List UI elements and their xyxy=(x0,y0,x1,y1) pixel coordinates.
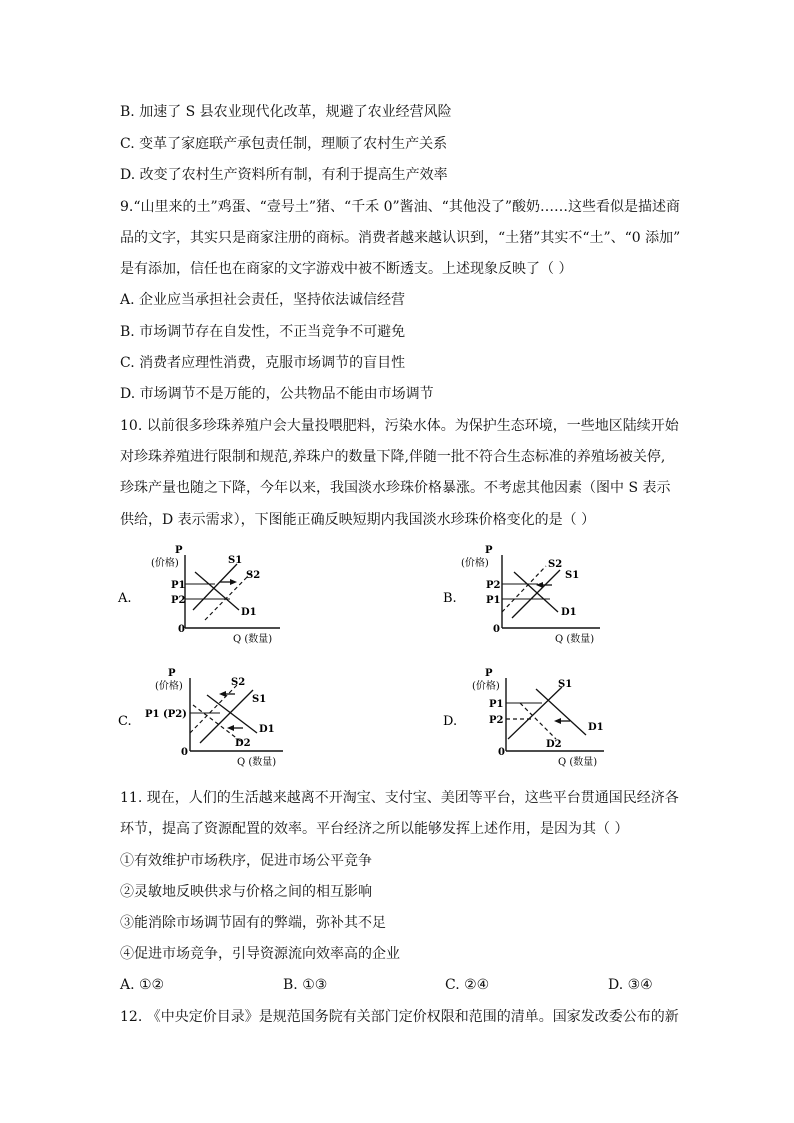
q10-stem-line4: 供给，D 表示需求），下图能正确反映短期内我国淡水珍珠价格变化的是（ ） xyxy=(120,512,596,528)
graph-d-price-label: (价格) xyxy=(472,681,500,692)
graph-b-letter: B. xyxy=(443,591,457,606)
q9-stem-line3: 是有添加，信任也在商家的文字游戏中被不断透支。上述现象反映了（ ） xyxy=(120,261,573,277)
graph-d-s1-line xyxy=(508,687,562,739)
graph-c-origin: 0 xyxy=(181,747,188,758)
graph-b-origin: 0 xyxy=(493,624,500,635)
graph-a-letter: A. xyxy=(118,591,132,606)
graph-c-s-arrowhead xyxy=(219,691,226,697)
graph-a-origin: 0 xyxy=(178,624,185,635)
q11-item-4: ④促进市场竞争，引导资源流向效率高的企业 xyxy=(120,946,400,962)
graph-d-q-label: Q (数量) xyxy=(558,757,598,768)
q9-option-c: C. 消费者应理性消费，克服市场调节的盲目性 xyxy=(120,355,406,371)
graph-d-d2-label: D2 xyxy=(546,739,562,750)
graph-b-d1-label: D1 xyxy=(561,607,577,618)
graph-d-d2-line xyxy=(520,703,556,739)
graph-a-p-label: P xyxy=(175,545,183,556)
graph-b-price-label: (价格) xyxy=(461,558,489,569)
q11-stem-line1: 11. 现在，人们的生活越来越离不开淘宝、支付宝、美团等平台，这些平台贯通国民经济各 xyxy=(120,790,679,806)
q9-stem-line2: 品的文字，其实只是商家注册的商标。消费者越来越认识到，“土猪”其实不“土”、“0 添加” xyxy=(120,230,681,246)
q11-option-c: C. ②④ xyxy=(445,977,490,993)
q9-stem-line1: 9.“山里来的土”鸡蛋、“壹号土”猪、“千禾 0”酱油、“其他没了”酸奶……这些看似是描述商 xyxy=(120,199,680,215)
q12-stem-line1: 12. 《中央定价目录》是规范国务院有关部门定价权限和范围的清单。国家发改委公布的新 xyxy=(120,1009,679,1025)
graph-d-arrowhead xyxy=(554,718,561,724)
graph-d xyxy=(440,665,640,770)
graph-d-letter: D. xyxy=(443,714,458,729)
graph-a-price-label: (价格) xyxy=(151,558,179,569)
graph-c-d2-label: D2 xyxy=(235,738,251,749)
q9-option-d: D. 市场调节不是万能的，公共物品不能由市场调节 xyxy=(120,386,434,402)
q11-option-d: D. ③④ xyxy=(608,977,653,993)
q11-item-2: ②灵敏地反映供求与价格之间的相互影响 xyxy=(120,884,372,900)
graph-b xyxy=(440,540,640,645)
graph-d-d1-line xyxy=(536,689,586,735)
graph-a-y1-label: P1 xyxy=(171,580,186,591)
q10-stem-line2: 对珍珠养殖进行限制和规范,养珠户的数量下降,伴随一批不符合生态标准的养殖场被关停, xyxy=(120,449,666,465)
graph-c-q-label: Q (数量) xyxy=(237,757,277,768)
graph-b-s1-label: S1 xyxy=(565,570,580,581)
graph-c-s2-label: S2 xyxy=(231,677,246,688)
q9-option-a: A. 企业应当承担社会责任，坚持依法诚信经营 xyxy=(120,292,406,308)
graph-c-price-label: (价格) xyxy=(155,681,183,692)
q10-stem-line3: 珍珠产量也随之下降，今年以来，我国淡水珍珠价格暴涨。不考虑其他因素（图中 S 表示 xyxy=(120,480,671,496)
graph-b-s2-label: S2 xyxy=(548,559,563,570)
graph-b-p-label: P xyxy=(485,545,493,556)
graph-c-s2-line xyxy=(190,685,237,733)
graph-c xyxy=(115,665,315,770)
q8-option-c: C. 变革了家庭联产承包责任制，理顺了农村生产关系 xyxy=(120,136,448,152)
q11-item-3: ③能消除市场调节固有的弊端，弥补其不足 xyxy=(120,915,386,931)
graph-d-y1-label: P1 xyxy=(489,699,504,710)
q11-item-1: ①有效维护市场秩序，促进市场公平竞争 xyxy=(120,853,372,869)
q10-stem-line1: 10. 以前很多珍珠养殖户会大量投喂肥料，污染水体。为保护生态环境，一些地区陆续开始 xyxy=(120,418,679,434)
graph-b-y2-label: P1 xyxy=(486,595,501,606)
q11-stem-line2: 环节，提高了资源配置的效率。平台经济之所以能够发挥上述作用，是因为其（ ） xyxy=(120,821,629,837)
graph-a-s2-label: S2 xyxy=(246,570,261,581)
graph-c-d-arrowhead xyxy=(227,725,234,731)
graph-d-origin: 0 xyxy=(498,747,505,758)
graph-d-d1-label: D1 xyxy=(588,722,604,733)
graph-c-p-label: P xyxy=(168,668,176,679)
graph-b-q-label: Q (数量) xyxy=(555,634,595,645)
graph-c-s1-line xyxy=(200,690,253,743)
q11-option-b: B. ①③ xyxy=(283,977,328,993)
graph-c-d1-label: D1 xyxy=(259,724,275,735)
graph-c-letter: C. xyxy=(118,714,132,729)
graph-d-s1-label: S1 xyxy=(558,679,573,690)
q8-option-d: D. 改变了农村生产资料所有制，有利于提高生产效率 xyxy=(120,167,448,183)
graph-a-d1-label: D1 xyxy=(241,607,257,618)
graph-d-p-label: P xyxy=(485,668,493,679)
q11-option-a: A. ①② xyxy=(120,977,165,993)
graph-c-y1-label: P1 (P2) xyxy=(145,709,187,720)
q9-option-b: B. 市场调节存在自发性，不正当竞争不可避免 xyxy=(120,324,406,340)
q8-option-b: B. 加速了 S 县农业现代化改革，规避了农业经营风险 xyxy=(120,104,452,120)
graph-b-y1-label: P2 xyxy=(486,580,501,591)
graph-a-y2-label: P2 xyxy=(171,595,186,606)
graph-a-q-label: Q (数量) xyxy=(233,634,273,645)
graph-a xyxy=(115,540,315,645)
graph-a-arrowhead xyxy=(230,579,237,585)
graph-b-arrowhead xyxy=(536,582,543,588)
graph-d-y2-label: P2 xyxy=(489,715,504,726)
graph-c-s1-label: S1 xyxy=(252,694,267,705)
graph-a-s1-label: S1 xyxy=(228,555,243,566)
graph-a-d1-line xyxy=(195,572,239,610)
